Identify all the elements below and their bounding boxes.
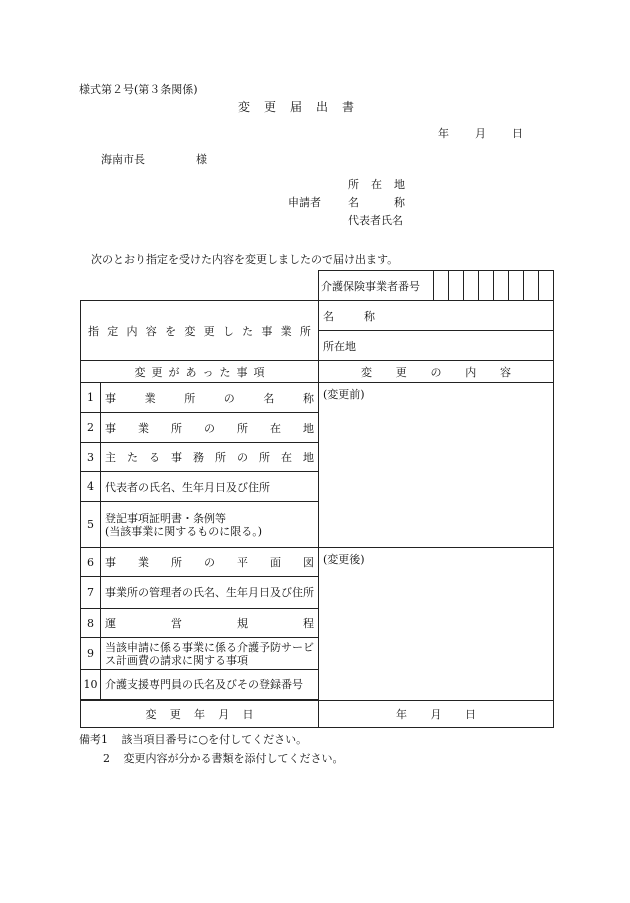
changed-items-header-char: 事	[236, 365, 248, 379]
change-content-header	[319, 361, 554, 383]
item-text-char: 所	[171, 556, 182, 569]
insurer-number-box-5[interactable]	[494, 271, 509, 301]
change-content-header-char: 変	[361, 365, 372, 379]
item-text-line: 登記事項証明書・条例等	[105, 511, 226, 525]
office-name-label-char: 名	[323, 309, 334, 323]
item-text-char: 面	[270, 556, 281, 569]
item-text-char: 業	[138, 556, 149, 569]
item-text-char: た	[127, 451, 138, 464]
insurer-number-box-3[interactable]	[464, 271, 479, 301]
item-number[interactable]: 2	[81, 413, 101, 443]
item-text-char: 平	[237, 556, 248, 569]
item-text-char: 所	[171, 421, 182, 435]
name-label-char: 称	[394, 196, 405, 209]
office-name-label-char: 称	[364, 309, 375, 323]
item-text-char: 在	[281, 451, 292, 464]
change-form-table	[80, 270, 554, 728]
applicant-address-label	[348, 176, 405, 192]
insurer-number-box-7[interactable]	[524, 271, 539, 301]
item-text-char: 事	[171, 451, 182, 464]
applicant-representative-label: 代表者氏名	[348, 214, 403, 227]
item-text-char: 営	[171, 617, 182, 630]
item-text-char: 名	[263, 391, 275, 405]
submission-date	[438, 125, 523, 141]
changed-items-header-char: 更	[151, 365, 163, 379]
office-label-char: 業	[280, 324, 292, 338]
insurer-number-label: 介護保険事業者番号	[319, 271, 434, 301]
insurer-number-box-1[interactable]	[434, 271, 449, 301]
change-date-label-char: 更	[169, 708, 181, 721]
item-number[interactable]: 7	[81, 577, 101, 609]
changed-items-header-char: 変	[134, 365, 146, 379]
after-content-field[interactable]	[319, 548, 554, 701]
applicant-label: 申請者	[288, 196, 321, 209]
office-label-char: 定	[107, 324, 119, 338]
office-label-char: た	[242, 324, 254, 338]
item-text-char: 事	[105, 391, 116, 405]
item-number[interactable]: 9	[81, 638, 101, 670]
document-title: 変更届出書	[238, 100, 369, 114]
before-label: (変更前)	[323, 388, 365, 401]
notes-line-2	[103, 750, 344, 766]
addressee-honorific: 様	[196, 153, 207, 166]
item-text-char: 業	[144, 391, 156, 405]
item-text: 代表者の氏名、生年月日及び住所	[101, 472, 319, 502]
table-row	[81, 383, 554, 413]
item-number[interactable]: 1	[81, 383, 101, 413]
note-text: 該当項目番号に○を付してください。	[121, 733, 308, 746]
change-date-label-char: 変	[145, 708, 157, 721]
office-label-char: 内	[126, 324, 138, 338]
change-content-header-char: 容	[500, 365, 511, 379]
note-text: 変更内容が分かる書類を添付してください。	[123, 752, 344, 765]
address-label-char: 所	[348, 178, 359, 191]
item-text: 介護支援専門員の氏名及びその登録番号	[101, 670, 319, 700]
office-label-char: 容	[145, 324, 157, 338]
item-text-char: 所	[184, 391, 196, 405]
change-year-label: 年	[396, 708, 407, 721]
insurer-number-box-8[interactable]	[539, 271, 554, 301]
item-text	[101, 443, 319, 472]
office-location-field[interactable]: 所在地	[319, 331, 554, 361]
changed-items-header-char: あ	[185, 365, 197, 379]
item-text-char: 在	[270, 421, 281, 435]
table-row	[81, 548, 554, 577]
item-text-char: 事	[105, 421, 116, 435]
office-label-char: し	[222, 324, 234, 338]
item-text-char: の	[204, 556, 215, 569]
note-number: 2	[103, 752, 110, 765]
change-date-field[interactable]	[319, 701, 554, 728]
name-label-char: 名	[348, 196, 359, 209]
item-text-char: 所	[215, 451, 226, 464]
item-text-char: 称	[302, 391, 314, 405]
office-label-char: 所	[299, 324, 311, 338]
insurer-number-box-6[interactable]	[509, 271, 524, 301]
change-date-label-char: 月	[218, 708, 230, 721]
item-number[interactable]: 10	[81, 670, 101, 700]
item-text-char: 地	[303, 451, 314, 464]
item-number[interactable]: 4	[81, 472, 101, 502]
change-content-header-char: 更	[395, 365, 407, 379]
item-text-char: 所	[237, 421, 248, 435]
changed-items-header-char: 項	[253, 365, 265, 379]
change-date-label	[81, 701, 319, 728]
addressee-mayor: 海南市長	[101, 153, 145, 166]
item-text-char: 務	[193, 451, 204, 464]
address-label-char: 在	[371, 178, 382, 191]
item-text-char: 主	[105, 451, 116, 464]
notes-label: 備考	[79, 733, 101, 746]
address-label-char: 地	[394, 178, 405, 191]
item-text-char: の	[223, 391, 235, 405]
change-month-label: 月	[430, 708, 442, 721]
after-label: (変更後)	[323, 553, 365, 566]
item-text-char: 程	[303, 617, 314, 630]
office-label	[81, 301, 319, 361]
item-text-char: 運	[105, 617, 116, 630]
notes-line-1	[79, 731, 307, 747]
item-text	[101, 502, 319, 548]
item-number[interactable]: 8	[81, 609, 101, 638]
item-number[interactable]: 3	[81, 443, 101, 472]
changed-items-header-char: た	[219, 365, 231, 379]
item-text-char: 規	[237, 617, 248, 630]
change-day-label: 日	[465, 708, 476, 721]
form-number: 様式第２号(第３条関係)	[79, 83, 198, 96]
change-content-header-char: 内	[465, 365, 477, 379]
change-date-label-char: 年	[194, 708, 205, 721]
item-text: 事業所の管理者の氏名、生年月日及び住所	[101, 577, 319, 609]
item-text: 当該申請に係る事業に係る介護予防サービス計画費の請求に関する事項	[101, 638, 319, 670]
change-content-header-char: の	[430, 365, 442, 379]
day-label: 日	[512, 127, 523, 140]
item-text-char: 業	[138, 421, 149, 435]
office-label-char: 変	[184, 324, 196, 338]
item-text	[101, 609, 319, 638]
before-content-field[interactable]	[319, 383, 554, 548]
intro-text: 次のとおり指定を受けた内容を変更しましたので届け出ます。	[91, 253, 399, 266]
item-text-char: の	[204, 421, 215, 435]
month-label: 月	[475, 127, 486, 140]
item-text	[101, 413, 319, 443]
office-name-field[interactable]	[319, 301, 554, 331]
changed-items-header	[81, 361, 319, 383]
office-label-char: 指	[88, 324, 99, 338]
office-label-char: 更	[203, 324, 215, 338]
changed-items-header-char: っ	[202, 365, 214, 379]
insurer-number-box-2[interactable]	[449, 271, 464, 301]
item-text-char: 事	[105, 556, 116, 569]
item-text-char: る	[149, 451, 160, 464]
note-number: 1	[101, 733, 108, 746]
item-text-line: (当該事業に関するものに限る。)	[105, 524, 263, 538]
change-date-label-char: 日	[242, 708, 254, 721]
item-text-char: 図	[303, 556, 314, 569]
item-number[interactable]: 5	[81, 502, 101, 548]
item-text	[101, 548, 319, 577]
office-label-char: を	[165, 324, 177, 338]
item-text-char: 所	[259, 451, 270, 464]
office-label-char: 事	[261, 324, 273, 338]
item-number[interactable]: 6	[81, 548, 101, 577]
changed-items-header-char: が	[168, 365, 180, 379]
item-text	[101, 383, 319, 413]
year-label: 年	[438, 127, 449, 140]
applicant-name-label	[348, 194, 405, 210]
item-text-char: 地	[303, 421, 314, 435]
insurer-number-box-4[interactable]	[479, 271, 494, 301]
item-text-char: の	[237, 451, 248, 464]
